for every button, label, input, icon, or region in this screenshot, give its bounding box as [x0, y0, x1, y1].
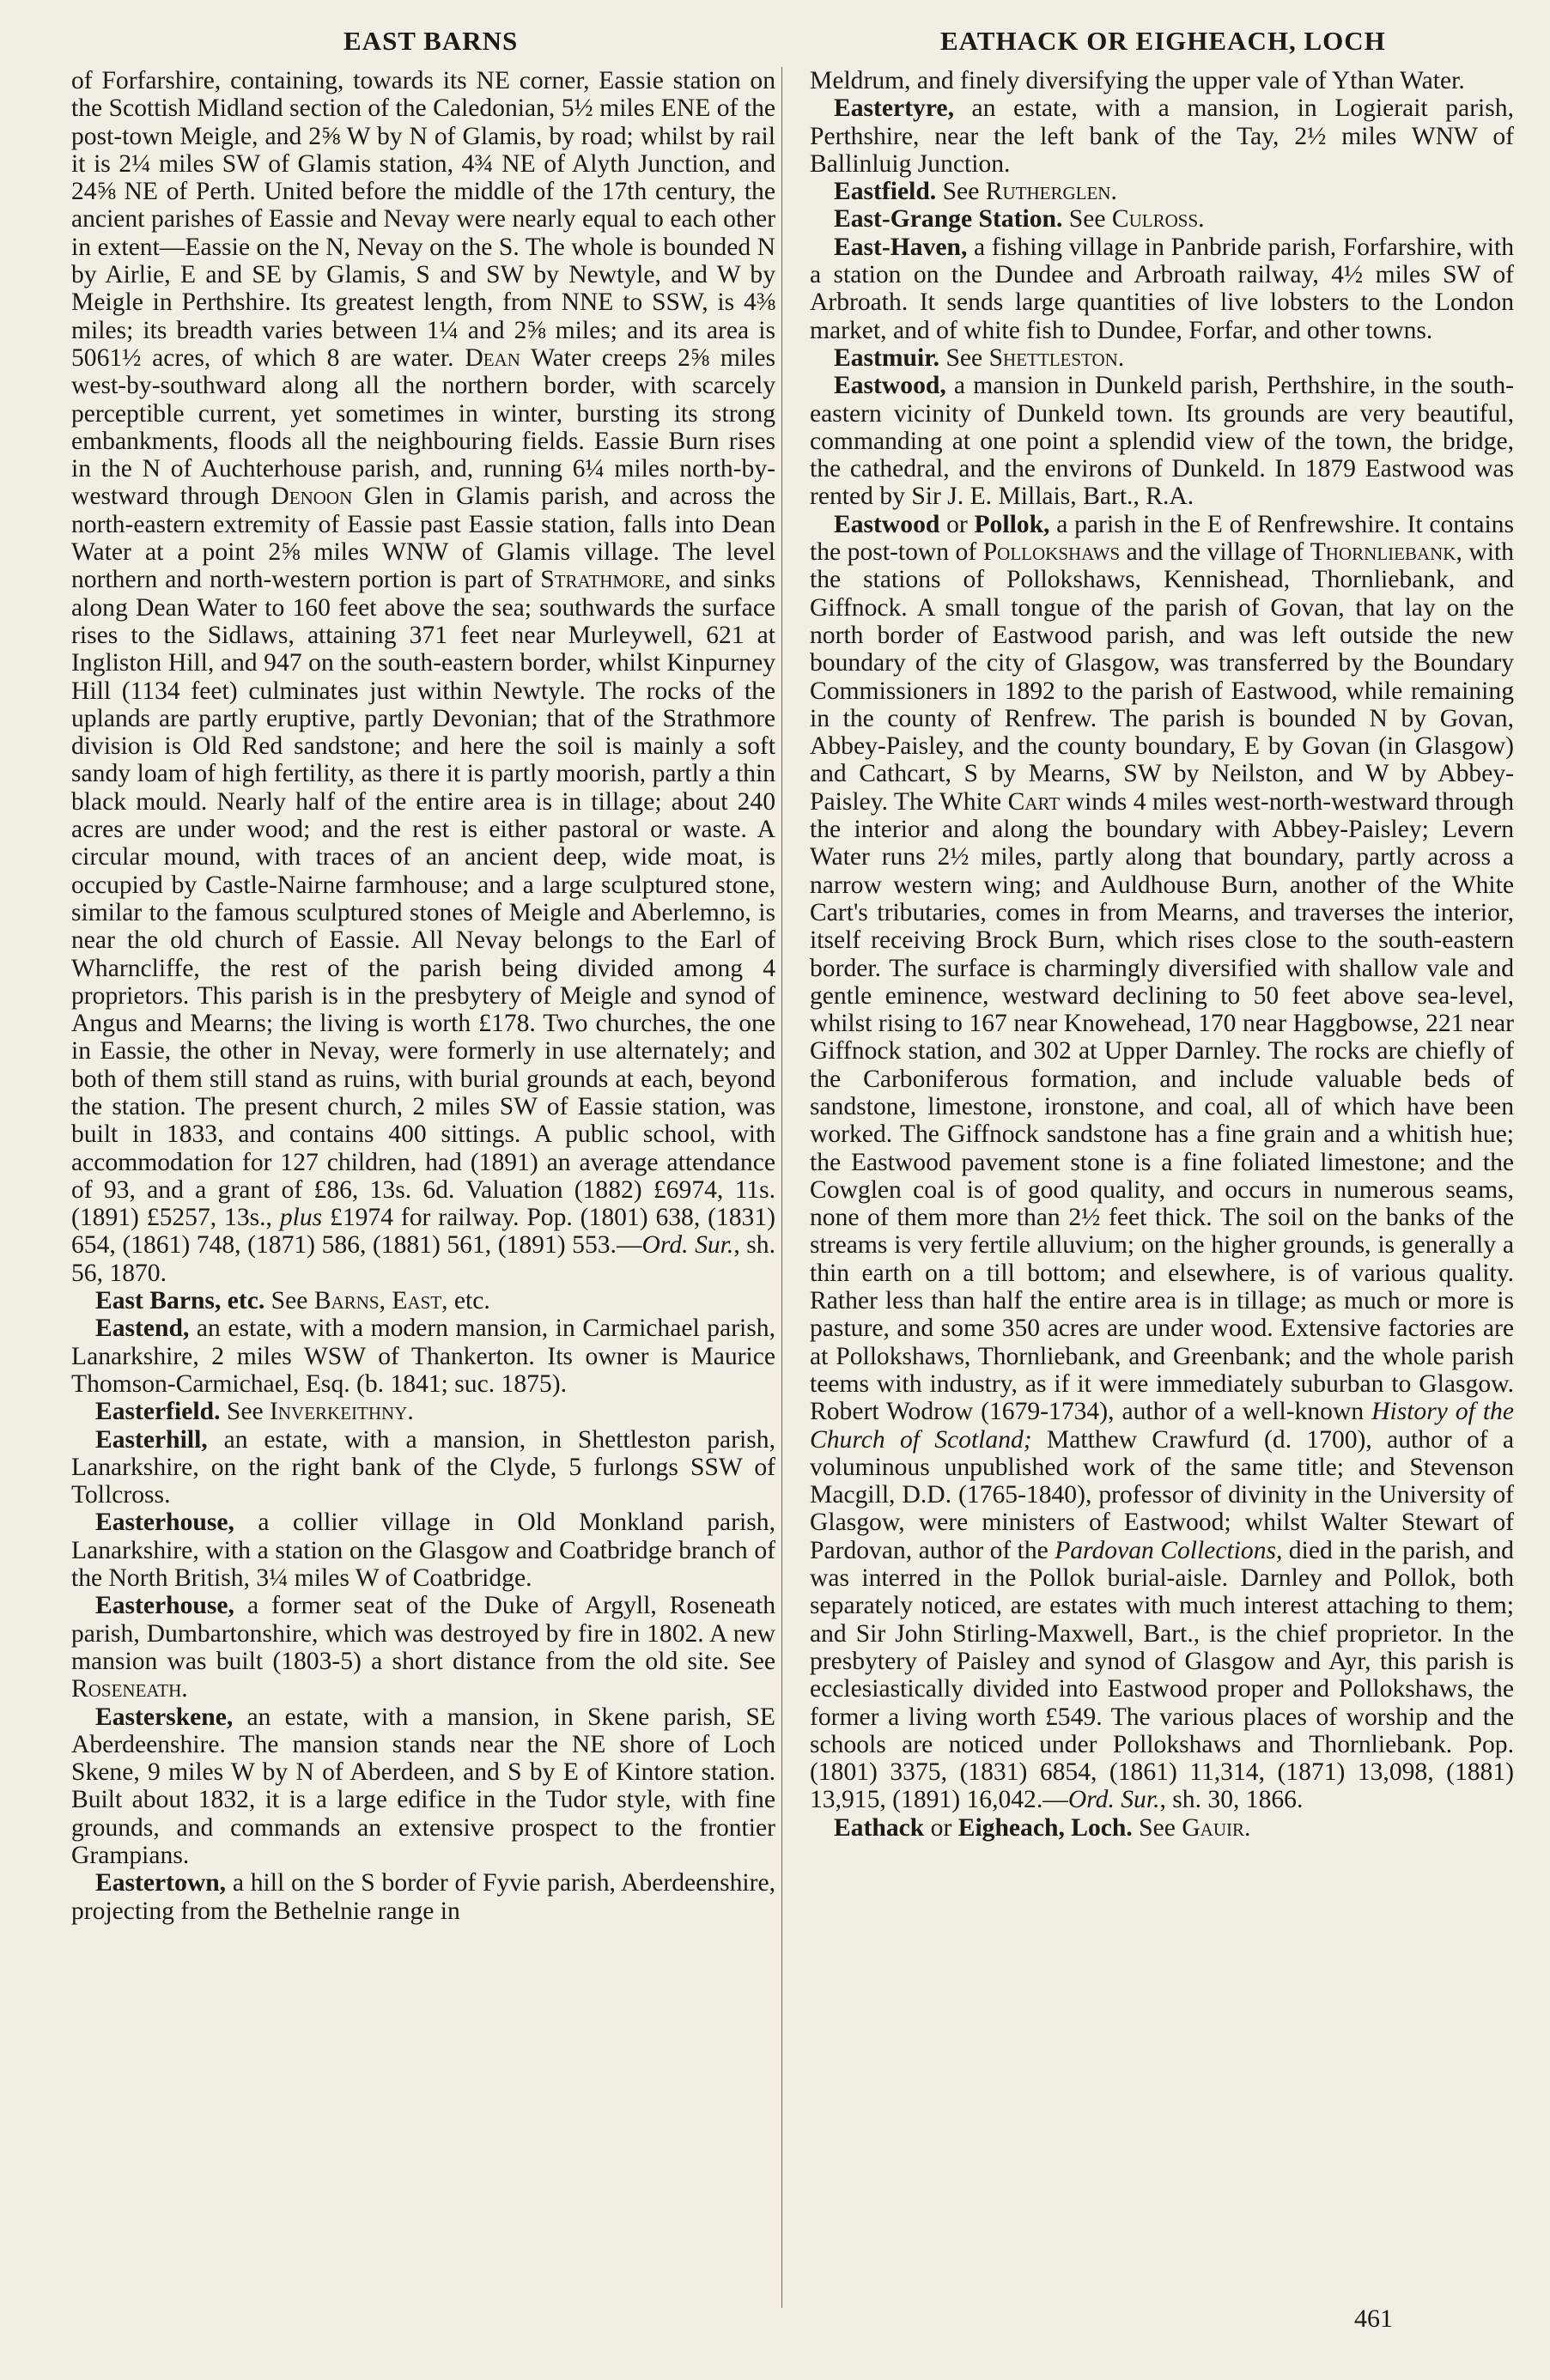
entry-text: a parish in the E of Renfrewshire. It contains the post-town of	[810, 510, 1514, 567]
entry-headword: Eastertown,	[95, 1869, 227, 1897]
entry-text: of Forfarshire, containing, towards its NE corner, Eassie station on the Scottish Midland section of the Caledonian, 5½ miles ENE of the post-town Meigle, and 2⅝ W by N of Glamis, by road; whilst by rail it is 2¼ miles SW of Glamis station, 4¾ NE of Alyth Junction, and 24⅝ NE of Perth. United before the middle of the 17th century, the ancient parishes of Eassie and Nevay were nearly equal to each other in extent—Eassie on the N, Nevay on the S. The whole is bounded N by Airlie, E and SE by Glamis, S and SW by Newtyle, and W by Meigle in Perthshire. Its greatest length, from NNE to SSW, is 4⅜ miles; its breadth varies between 1¼ and 2⅝ miles; and its area is 5061½ acres, of which 8 are water.	[71, 67, 775, 372]
entry-headword: Eastend,	[95, 1314, 190, 1343]
cross-reference: Dean	[465, 343, 520, 372]
entry-text: a fishing village in Panbride parish, Forfarshire, with a station on the Dundee and Arbroath railway, 4½ miles SW of Arbroath. It sends large quantities of live lobsters to the London market, and of white fish to Dundee, Forfar, and other towns.	[810, 233, 1514, 344]
entry-text: , sh. 56, 1870.	[71, 1231, 775, 1287]
gazetteer-entry	[71, 1592, 775, 1703]
entry-text: See	[220, 1398, 270, 1426]
cross-reference: Shettleston	[988, 343, 1118, 372]
gazetteer-entry	[810, 344, 1514, 372]
entry-text: See	[1132, 1813, 1182, 1842]
gazetteer-entry	[810, 372, 1514, 510]
gazetteer-entry	[71, 1703, 775, 1870]
entry-text: .	[1110, 178, 1117, 206]
entry-text: See	[936, 178, 986, 206]
entry-headword: Eathack	[834, 1813, 925, 1842]
entry-headword: Eastfield.	[834, 178, 937, 206]
entry-text: a collier village in Old Monkland parish, Lanarkshire, with a station on the Glasgow and Coatbridge branch of the North British, 3¼ miles W of Coatbridge.	[71, 1509, 775, 1593]
cross-reference: Culross	[1111, 205, 1199, 234]
entry-text: , etc.	[441, 1287, 490, 1315]
entry-text: winds 4 miles west-north-westward through the interior and along the boundary with Abbey-Paisley; Levern Water runs 2½ miles, partly along that boundary, partly across a narrow western wing; and Auldhouse Burn, another of the White Cart's tributaries, comes in from Mearns, and traverses the interior, itself receiving Brock Burn, which rises close to the south-eastern border. The surface is charmingly diversified with shallow vale and gentle eminence, westward declining to 50 feet above sea-level, whilst rising to 167 near Knowehead, 170 near Haggbowse, 221 near Giffnock station, and 302 at Upper Darnley. The rocks are chiefly of the Carboniferous formation, and include valuable beds of sandstone, limestone, ironstone, and coal, all of which have been worked. The Giffnock sandstone has a fine grain and a whitish hue; the Eastwood pavement stone is a fine foliated limestone; and the Cowglen coal is of good quality, and occurs in numerous seams, none of them more than 2½ feet thick. The soil on the banks of the streams is very fertile alluvium; on the higher grounds, is generally a thin earth on a till bottom; and elsewhere, is of various quality. Rather less than half the entire area is in tillage; as much or more is pasture, and some 350 acres are under wood. Extensive factories are at Pollokshaws, Thornliebank, and Greenbank; and the whole parish teems with industry, as if it were immediately suburban to Glasgow. Robert Wodrow (1679-1734), author of a well-known	[810, 787, 1515, 1426]
gazetteer-entry	[810, 1814, 1514, 1842]
entry-text: an estate, with a mansion, in Skene parish, SE Aberdeenshire. The mansion stands near the NE shore of Loch Skene, 9 miles W by N of Aberdeen, and S by E of Kintore station. Built about 1832, it is a large edifice in the Tudor style, with fine grounds, and commands an extensive prospect to the frontier Grampians.	[71, 1703, 775, 1869]
cross-reference: Cart	[1007, 787, 1061, 816]
italic-text: plus	[279, 1204, 323, 1232]
entry-headword: Eastwood,	[834, 372, 946, 400]
entry-text: .	[1117, 343, 1125, 372]
entry-text: an estate, with a mansion, in Logierait parish, Perthshire, near the left bank of the Tay, 2½ miles WNW of Ballinluig Junction.	[810, 94, 1514, 178]
cross-reference: Denoon	[270, 483, 353, 511]
entry-text: or	[939, 510, 975, 538]
entry-headword: Eastwood	[834, 510, 940, 538]
cross-reference: Roseneath	[71, 1675, 182, 1703]
entry-headword: Easterhill,	[95, 1425, 208, 1454]
entry-text: .	[407, 1398, 414, 1426]
gazetteer-entry	[810, 205, 1514, 233]
entry-headword: Eastmuir.	[834, 343, 940, 372]
entry-text: a hill on the S border of Fyvie parish, Aberdeenshire, projecting from the Bethelnie range in	[71, 1869, 775, 1925]
entry-text: , and sinks along Dean Water to 160 feet above the sea; southwards the surface rises to the Sidlaws, attaining 371 feet near Murleywell, 621 at Ingliston Hill, and 947 on the south-eastern border, whilst Kinpurney Hill (1134 feet) culminates just within Newtyle. The rocks of the uplands are partly eruptive, partly Devonian; that of the Strathmore division is Old Red sandstone; and here the soil is mainly a soft sandy loam of high fertility, as there it is partly moorish, partly a thin black mould. Nearly half of the entire area is in tillage; about 240 acres are under wood; and the rest is either pastoral or waste. A circular mound, with traces of an ancient deep, wide moat, is occupied by Castle-Nairne farmhouse; and a large sculptured stone, similar to the famous sculptured stones of Meigle and Aberlemno, is near the old church of Eassie. All Nevay belongs to the Earl of Wharncliffe, the rest of the parish being divided among 4 proprietors. This parish is in the presbytery of Meigle and synod of Angus and Mearns; the living is worth £178. Two churches, the one in Eassie, the other in Nevay, were formerly in use alternately; and both of them still stand as ruins, with burial grounds at each, beyond the station. The present church, 2 miles SW of Eassie station, was built in 1833, and contains 400 sittings. A public school, with accommodation for 127 children, had (1891) an average attendance of 93, and a grant of £86, 13s. 6d. Valuation (1882) £6974, 11s. (1891) £5257, 13s.,	[71, 566, 776, 1232]
entry-text: , sh. 30, 1866.	[1159, 1786, 1304, 1814]
cross-reference: Barns, East	[313, 1287, 442, 1315]
gazetteer-entry	[810, 511, 1514, 1814]
entry-headword: Easterhouse,	[95, 1592, 234, 1620]
cross-reference: Pollokshaws	[982, 538, 1121, 567]
entry-text: £1974 for railway. Pop. (1801) 638, (1831) 654, (1861) 748, (1871) 586, (1881) 561, (1891) 553.—	[71, 1204, 775, 1260]
entry-text: .	[181, 1675, 188, 1703]
left-column	[71, 67, 775, 1925]
entry-text: .	[1244, 1813, 1251, 1842]
entry-text: Glen in Glamis parish, and across the north-eastern extremity of Eassie past Eassie station, falls into Dean Water at a point 2⅝ miles WNW of Glamis village. The level northern and north-western portion is part of	[71, 483, 775, 594]
entry-text: Water creeps 2⅝ miles west-by-southward along all the northern border, with scarcely perceptible current, yet sometimes in winter, bursting its strong embankments, floods all the neighbouring fields. Eassie Burn rises in the N of Auchterhouse parish, and, running 6¼ miles north-by-westward through	[71, 343, 775, 511]
entry-text: Matthew Crawfurd (d. 1700), author of a voluminous unpublished work of the same title; and Stevenson Macgill, D.D. (1765-1840), professor of divinity in the University of Glasgow, were ministers of Eastwood; whilst Walter Stewart of Pardovan, author of the	[810, 1425, 1514, 1564]
gazetteer-entry	[71, 1869, 775, 1925]
cross-reference: Strathmore	[540, 566, 666, 594]
entry-text: a former seat of the Duke of Argyll, Roseneath parish, Dumbartonshire, which was destroyed by fire in 1802. A new mansion was built (1803-5) a short distance from the old site. See	[71, 1592, 775, 1675]
entry-headword: East Barns, etc.	[95, 1287, 265, 1315]
entry-headword: East-Grange Station.	[834, 205, 1063, 234]
italic-text: Pardovan Collections,	[1055, 1536, 1283, 1564]
entry-headword: Easterskene,	[95, 1703, 234, 1731]
page-number: 461	[1354, 2304, 1393, 2333]
italic-text: Ord. Sur.	[1067, 1786, 1160, 1814]
cross-reference: Gauir	[1182, 1813, 1245, 1842]
entry-headword: East-Haven,	[834, 233, 968, 261]
cross-reference: Inverkeithny	[270, 1398, 408, 1426]
gazetteer-entry	[71, 67, 775, 1287]
entry-text: an estate, with a mansion, in Shettleston parish, Lanarkshire, on the right bank of the Clyde, 5 furlongs SSW of Tollcross.	[71, 1425, 775, 1509]
entry-text: .	[1198, 205, 1205, 234]
gazetteer-entry	[810, 67, 1514, 94]
entry-headword: Easterhouse,	[95, 1509, 234, 1537]
entry-headword: Eigheach, Loch.	[957, 1813, 1133, 1842]
entry-text: a mansion in Dunkeld parish, Perthshire, in the south-eastern vicinity of Dunkeld town. Its grounds are very beautiful, commanding at one point a splendid view of the town, the bridge, the cathedral, and the environs of Dunkeld. In 1879 Eastwood was rented by Sir J. E. Millais, Bart., R.A.	[810, 372, 1514, 511]
gazetteer-entry	[71, 1398, 775, 1425]
entry-headword: Easterfield.	[95, 1398, 221, 1426]
gazetteer-entry	[71, 1509, 775, 1592]
gazetteer-entry	[810, 234, 1514, 344]
entry-text: and the village of	[1120, 538, 1310, 567]
gazetteer-entry	[71, 1314, 775, 1398]
gazetteer-entry	[810, 94, 1514, 178]
gazetteer-entry	[810, 178, 1514, 205]
gazetteer-entry	[71, 1426, 775, 1509]
entry-headword: Pollok,	[974, 510, 1050, 538]
right-column	[810, 67, 1514, 1842]
cross-reference: Rutherglen	[985, 178, 1111, 206]
entry-text: See	[1062, 205, 1112, 234]
entry-text: died in the parish, and was interred in the Pollok burial-aisle. Darnley and Pollok, both separately noticed, are estates with much interest attaching to them; and Sir John Stirling-Maxwell, Bart., is the chief proprietor. In the presbytery of Paisley and synod of Glasgow and Ayr, this parish is ecclesiastically divided into Eastwood proper and Pollokshaws, the former a living worth £549. The various places of worship and the schools are noticed under Pollokshaws and Thornliebank. Pop. (1801) 3375, (1831) 6854, (1861) 11,314, (1871) 13,098, (1881) 13,915, (1891) 16,042.—	[810, 1536, 1514, 1814]
column-divider	[781, 67, 782, 2308]
entry-text: an estate, with a modern mansion, in Carmichael parish, Lanarkshire, 2 miles WSW of Thankerton. Its owner is Maurice Thomson-Carmichael, Esq. (b. 1841; suc. 1875).	[71, 1314, 775, 1398]
entry-text: , with the stations of Pollokshaws, Kennishead, Thornliebank, and Giffnock. A small tongue of the parish of Govan, that lay on the north border of Eastwood parish, and was left outside the new boundary of the city of Glasgow, was transferred by the Boundary Commissioners in 1892 to the parish of Eastwood, while remaining in the county of Renfrew. The parish is bounded N by Govan, Abbey-Paisley, and the county boundary, E by Govan (in Glasgow) and Cathcart, S by Mearns, SW by Neilston, and W by Abbey-Paisley. The White	[810, 538, 1514, 816]
italic-text: Ord. Sur.	[641, 1231, 734, 1260]
cross-reference: Thornliebank	[1310, 538, 1456, 567]
entry-text: See	[264, 1287, 314, 1315]
entry-text: or	[924, 1813, 958, 1842]
running-header-right: EATHACK OR EIGHEACH, LOCH	[940, 26, 1386, 56]
entry-text: Meldrum, and finely diversifying the upper vale of Ythan Water.	[810, 67, 1465, 94]
entry-text: See	[939, 343, 989, 372]
italic-text: History of the Church of Scotland;	[810, 1398, 1514, 1454]
gazetteer-entry	[71, 1287, 775, 1314]
entry-headword: Eastertyre,	[834, 94, 954, 123]
running-header-left: EAST BARNS	[343, 26, 519, 56]
